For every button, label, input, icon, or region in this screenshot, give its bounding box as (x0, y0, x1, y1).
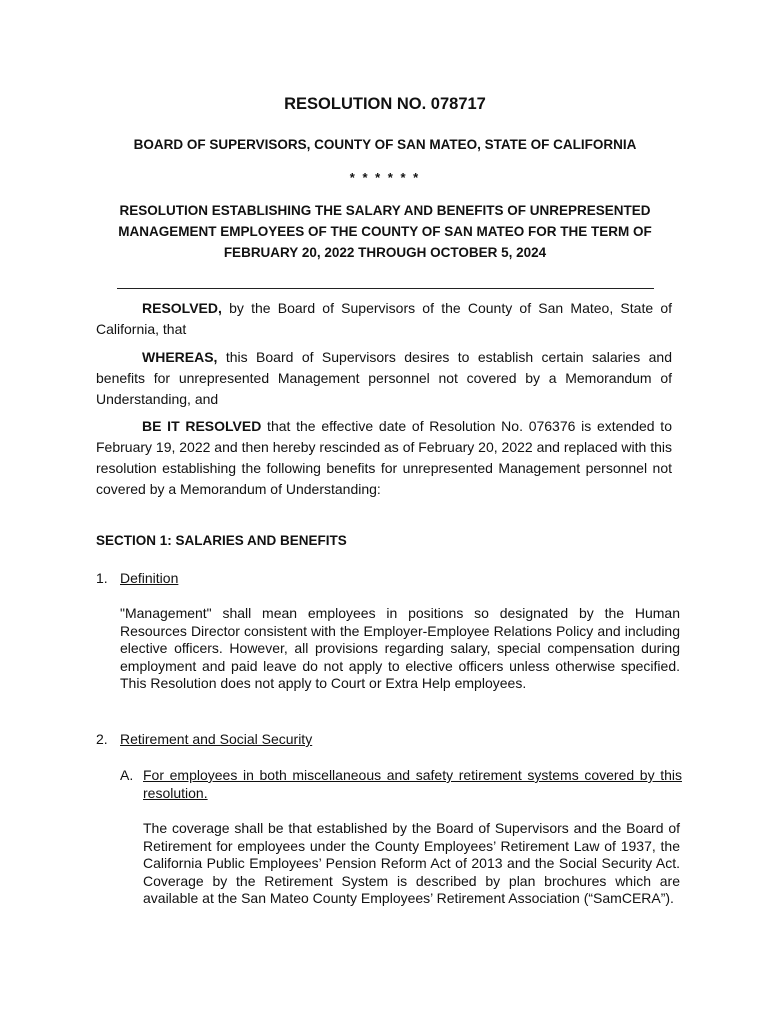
paragraph-whereas (96, 347, 672, 410)
subitem-letter: A. (120, 767, 134, 783)
retirement-body: The coverage shall be that established by the Board of Supervisors and the Board of Retirement for employees under the County Employees’ Retirement Law of 1937, the California Public Employees’ Pension Reform Act of 2013 and the Social Security Act. Coverage by the Retirement System is described by plan brochures which are available at the San Mateo County Employees’ Retirement Association (“SamCERA”). (143, 820, 680, 906)
subitem-a (120, 767, 682, 802)
item-number: 2. (96, 731, 108, 747)
star-divider: * * * * * * (349, 170, 421, 185)
paragraph-text: that the effective date of Resolution No. 076376 is extended to February 19, 2022 and then hereby rescinded as of February 20, 2022 and replaced with this resolution establishing the following benefits for unrepresented Management personnel not covered by a Memorandum of Understanding: (96, 418, 672, 497)
resolution-subject: RESOLUTION ESTABLISHING THE SALARY AND BENEFITS OF UNREPRESENTED MANAGEMENT EMPLOYEES OF THE COUNTY OF SAN MATEO FOR THE TERM OF FEBRUARY 20, 2022 THROUGH OCTOBER 5, 2024 (118, 203, 652, 260)
item-definition (96, 570, 178, 586)
paragraph-resolved (96, 298, 672, 340)
item-title: Definition (120, 570, 179, 586)
resolution-title: RESOLUTION NO. 078717 (284, 95, 486, 113)
subitem-title: For employees in both miscellaneous and safety retirement systems covered by this resolution. (143, 767, 682, 801)
paragraph-be-it-resolved (96, 416, 672, 500)
paragraph-lead: WHEREAS, (142, 349, 218, 365)
item-title: Retirement and Social Security (120, 731, 313, 747)
paragraph-lead: RESOLVED, (142, 300, 222, 316)
section-heading: SECTION 1: SALARIES AND BENEFITS (96, 533, 347, 548)
paragraph-text: by the Board of Supervisors of the County of San Mateo, State of California, that (96, 300, 672, 337)
item-number: 1. (96, 570, 108, 586)
horizontal-rule (117, 288, 654, 289)
board-line: BOARD OF SUPERVISORS, COUNTY OF SAN MATEO, STATE OF CALIFORNIA (133, 137, 637, 152)
paragraph-text: this Board of Supervisors desires to establish certain salaries and benefits for unrepresented Management personnel not covered by a Memorandum of Understanding, and (96, 349, 672, 407)
item-retirement (96, 731, 312, 747)
definition-body: "Management" shall mean employees in positions so designated by the Human Resources Director consistent with the Employer-Employee Relations Policy and including elective officers. However, all provisions regarding salary, special compensation during employment and paid leave do not apply to elective officers unless otherwise specified. This Resolution does not apply to Court or Extra Help employees. (120, 605, 680, 691)
paragraph-lead: BE IT RESOLVED (142, 418, 262, 434)
